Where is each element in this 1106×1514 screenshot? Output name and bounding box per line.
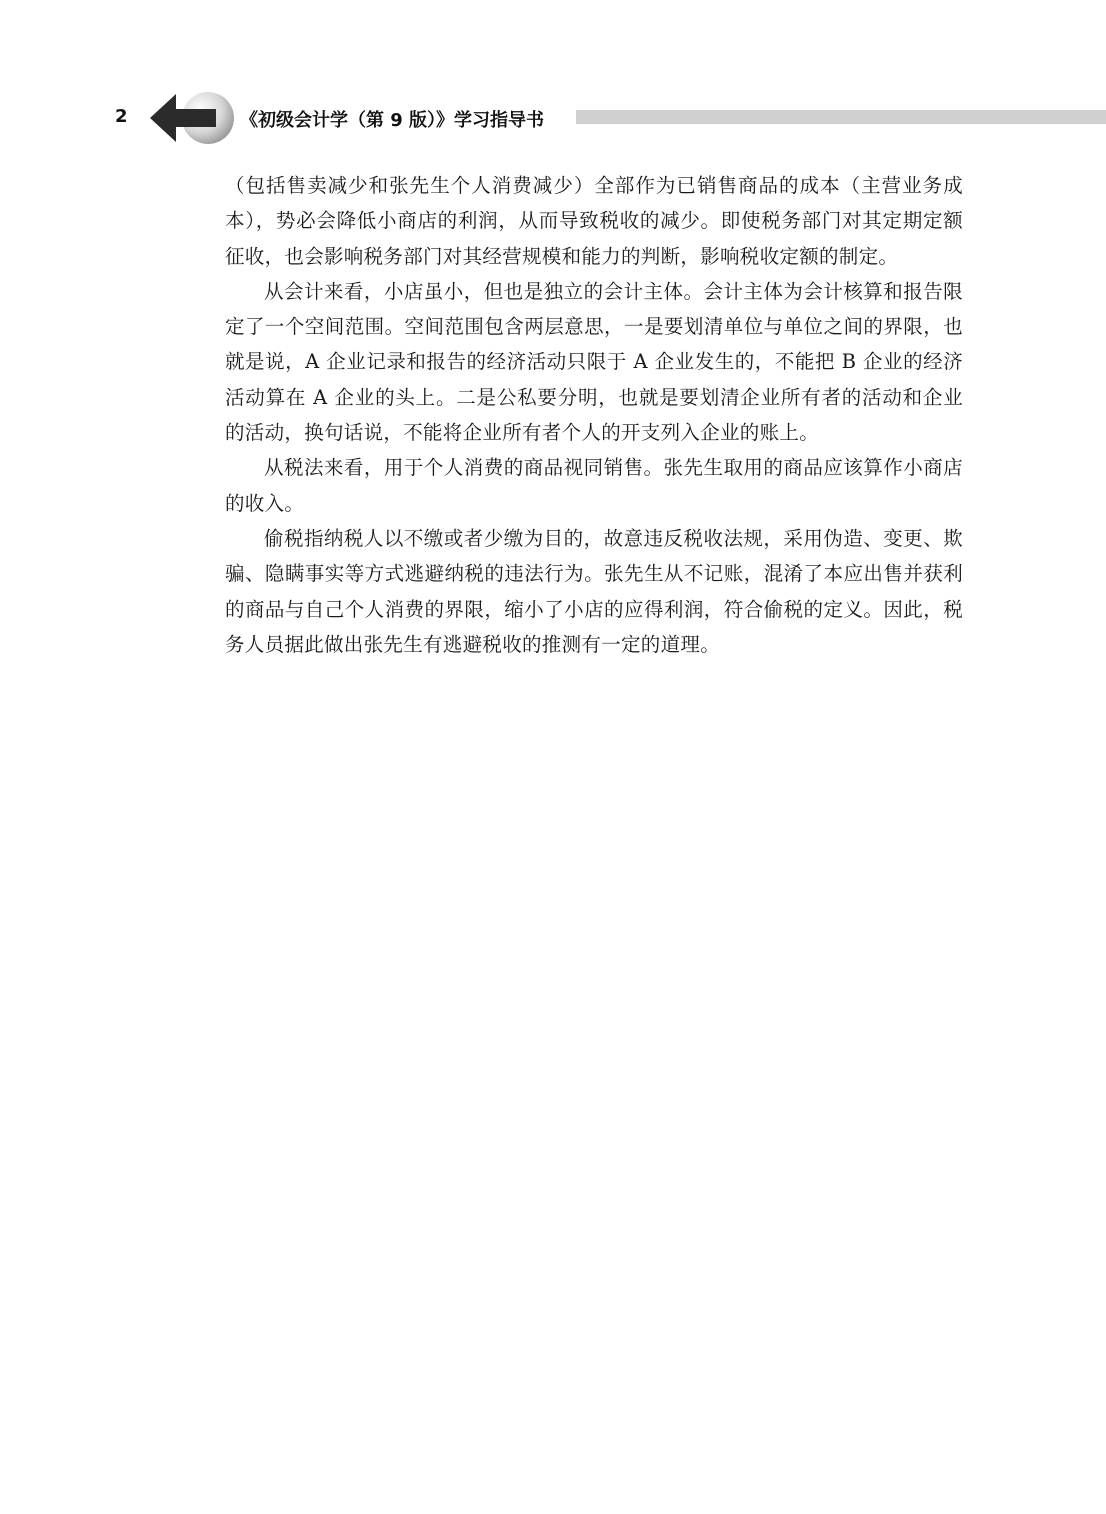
page-body bbox=[225, 168, 963, 662]
page-header bbox=[0, 90, 1106, 150]
book-title: 《初级会计学（第 9 版）》学习指导书 bbox=[240, 110, 545, 131]
paragraph: 从税法来看，用于个人消费的商品视同销售。张先生取用的商品应该算作小商店的收入。 bbox=[225, 456, 963, 515]
left-arrow-icon bbox=[148, 90, 238, 146]
paragraph: （包括售卖减少和张先生个人消费减少）全部作为已销售商品的成本（主营业务成本），势必会降低小商店的利润，从而导致税收的减少。即使税务部门对其定期定额征收，也会影响税务部门对其经营规模和能力的判断，影响税收定额的制定。 bbox=[225, 174, 963, 268]
page-number: 2 bbox=[115, 106, 128, 127]
paragraph: 从会计来看，小店虽小，但也是独立的会计主体。会计主体为会计核算和报告限定了一个空间范围。空间范围包含两层意思，一是要划清单位与单位之间的界限，也就是说，A 企业记录和报告的经济活动只限于 A 企业发生的，不能把 B 企业的经济活动算在 A 企业的头上。二是公私要分明，也就是要划清企业所有者的活动和企业的活动，换句话说，不能将企业所有者个人的开支列入企业的账上。 bbox=[225, 279, 963, 445]
paragraph: 偷税指纳税人以不缴或者少缴为目的，故意违反税收法规，采用伪造、变更、欺骗、隐瞒事实等方式逃避纳税的违法行为。张先生从不记账，混淆了本应出售并获利的商品与自己个人消费的界限，缩小了小店的应得利润，符合偷税的定义。因此，税务人员据此做出张先生有逃避税收的推测有一定的道理。 bbox=[225, 526, 963, 656]
header-rule-bar bbox=[576, 110, 1106, 124]
